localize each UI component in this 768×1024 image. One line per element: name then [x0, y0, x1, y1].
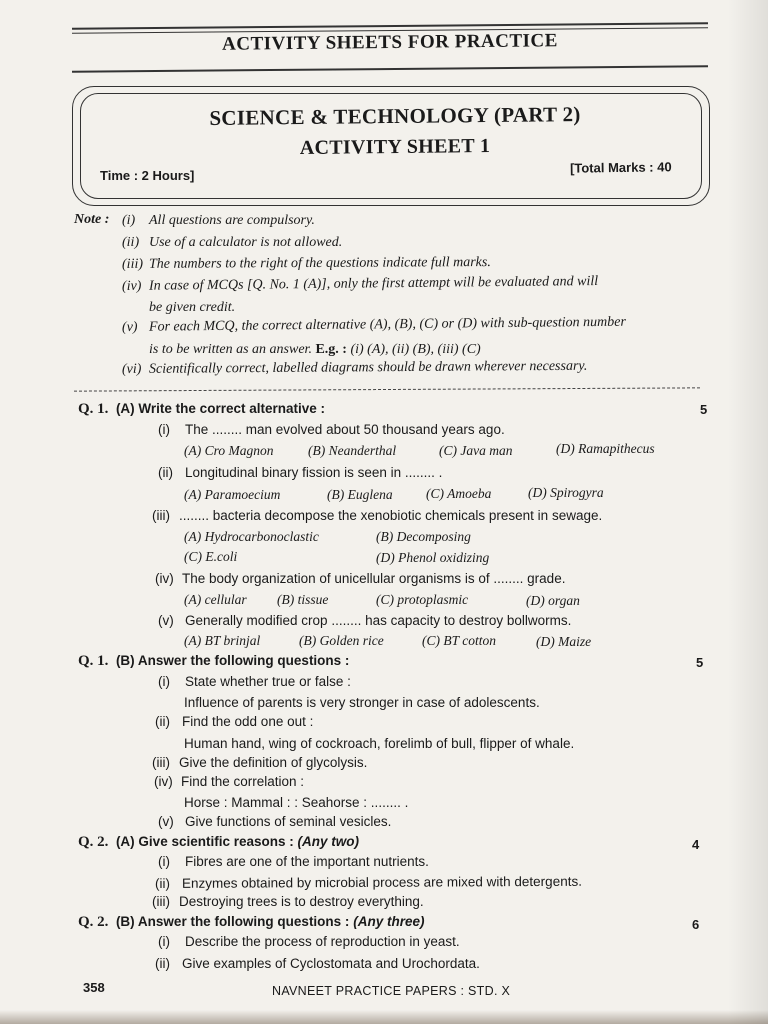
question-label: (A) Give scientific reasons : — [115, 834, 294, 849]
question-marks: 5 — [696, 655, 704, 670]
option: (D) Phenol oxidizing — [376, 550, 490, 565]
option: (D) organ — [526, 593, 580, 608]
question-number: Q. 2. — [78, 914, 109, 930]
note-text: The numbers to the right of the questions indicate full marks. — [148, 255, 491, 272]
item-text: Describe the process of reproduction in yeast. — [185, 934, 460, 949]
sheet-title: ACTIVITY SHEET 1 — [299, 135, 491, 159]
item-text: The ........ man evolved about 50 thousand years ago. — [185, 422, 505, 437]
question-item — [155, 714, 313, 729]
question-item — [155, 571, 565, 586]
question-marks: 5 — [700, 402, 708, 417]
question-item — [158, 814, 391, 829]
note-text: In case of MCQs [Q. No. 1 (A)], only the first attempt will be evaluated and will — [148, 274, 599, 294]
note-text: Scientifically correct, labelled diagrams should be drawn wherever necessary. — [148, 358, 588, 377]
note-text: For each MCQ, the correct alternative (A), (B), (C) or (D) with sub-question number — [148, 314, 626, 335]
total-marks-label: [Total Marks : 40 — [569, 159, 672, 176]
note-text: Use of a calculator is not allowed. — [149, 235, 343, 250]
question-item — [158, 422, 505, 437]
question-item — [152, 508, 602, 523]
option: (C) Amoeba — [426, 486, 492, 501]
item-text: Destroying trees is to destroy everything. — [179, 894, 424, 909]
question-item — [155, 956, 480, 971]
note-item — [122, 255, 491, 273]
item-text: Find the correlation : — [181, 774, 305, 789]
option: (A) Cro Magnon — [184, 443, 274, 458]
option: (A) BT brinjal — [184, 633, 261, 648]
question-marks: 4 — [692, 837, 700, 852]
page-title: ACTIVITY SHEETS FOR PRACTICE — [221, 30, 559, 55]
page-bottom-shadow — [0, 1010, 768, 1024]
page-number: 358 — [83, 980, 105, 995]
option: (B) Euglena — [327, 487, 393, 502]
note-text: (i) (A), (ii) (B), (iii) (C) — [350, 342, 481, 357]
question-item — [158, 613, 571, 628]
option: (B) Golden rice — [299, 633, 384, 648]
item-text: Find the odd one out : — [182, 714, 314, 729]
note-item — [149, 342, 481, 358]
question-number: Q. 1. — [78, 653, 109, 669]
item-num: (iii) — [152, 894, 170, 909]
question-number: Q. 2. — [78, 834, 109, 850]
item-subtext: Influence of parents is very stronger in case of adolescents. — [184, 695, 540, 710]
question-number: Q. 1. — [78, 401, 109, 417]
option: (A) Paramoecium — [184, 487, 281, 502]
question-item — [158, 465, 442, 480]
option: (C) Java man — [439, 443, 513, 458]
title-underline — [72, 65, 708, 72]
option: (B) Neanderthal — [308, 443, 397, 458]
note-item — [122, 213, 315, 229]
publication-name: NAVNEET PRACTICE PAPERS : STD. X — [272, 984, 511, 998]
item-num: (i) — [158, 674, 170, 689]
item-num: (ii) — [154, 875, 171, 891]
option: (D) Spirogyra — [528, 485, 604, 500]
item-text: Generally modified crop ........ has capacity to destroy bollworms. — [185, 613, 572, 628]
item-subtext: Human hand, wing of cockroach, forelimb of bull, flipper of whale. — [184, 736, 575, 751]
question-heading — [78, 914, 424, 931]
note-num: (vi) — [121, 361, 142, 377]
time-label: Time : 2 Hours] — [100, 168, 195, 183]
note-num: (iii) — [121, 256, 144, 272]
item-text: Fibres are one of the important nutrients. — [185, 854, 429, 869]
question-label: (B) Answer the following questions : — [115, 653, 350, 668]
page-edge-shadow — [728, 0, 768, 1024]
note-item — [149, 300, 235, 316]
note-text: is to be written as an answer. — [149, 342, 312, 357]
question-label: (A) Write the correct alternative : — [115, 401, 325, 416]
option: (B) tissue — [277, 592, 329, 607]
item-text: Longitudinal binary fission is seen in ........ . — [185, 465, 443, 480]
note-item — [122, 235, 342, 251]
section-divider — [74, 387, 700, 391]
note-num: (v) — [121, 319, 138, 335]
question-marks: 6 — [692, 917, 700, 932]
note-text: be given credit. — [149, 300, 236, 315]
note-item — [122, 359, 587, 378]
question-item — [154, 774, 304, 789]
note-item — [122, 274, 598, 295]
option: (C) protoplasmic — [376, 592, 469, 607]
question-heading — [78, 834, 359, 851]
option: (A) Hydrocarbonoclastic — [184, 529, 319, 544]
item-num: (i) — [158, 854, 170, 869]
option: (C) E.coli — [184, 549, 238, 564]
item-num: (ii) — [155, 956, 170, 971]
subject-title: SCIENCE & TECHNOLOGY (PART 2) — [209, 102, 581, 130]
question-item — [158, 934, 460, 949]
option: (D) Maize — [536, 634, 592, 649]
question-item — [158, 674, 351, 689]
item-text: The body organization of unicellular organisms is of ........ grade. — [182, 571, 566, 586]
question-heading — [78, 653, 349, 670]
question-heading — [78, 401, 325, 418]
note-item — [122, 315, 626, 336]
option: (B) Decomposing — [376, 529, 471, 544]
item-num: (iv) — [154, 774, 173, 789]
question-item — [158, 854, 429, 869]
option: (C) BT cotton — [422, 633, 496, 648]
note-eg: E.g. : — [315, 342, 347, 357]
item-num: (i) — [158, 934, 170, 949]
note-label: Note : — [74, 212, 110, 227]
item-num: (v) — [158, 814, 174, 829]
question-item — [152, 894, 424, 909]
option: (D) Ramapithecus — [556, 441, 655, 456]
note-num: (i) — [122, 213, 136, 228]
item-num: (ii) — [158, 465, 173, 480]
question-qualifier: (Any three) — [353, 914, 425, 929]
item-text: Give functions of seminal vesicles. — [185, 814, 392, 829]
item-num: (i) — [158, 422, 170, 437]
item-text: Give the definition of glycolysis. — [179, 755, 368, 770]
item-num: (iii) — [152, 508, 170, 523]
item-text: Enzymes obtained by microbial process are mixed with detergents. — [181, 873, 582, 891]
note-num: (ii) — [122, 235, 140, 250]
item-num: (iii) — [152, 755, 170, 770]
item-text: ........ bacteria decompose the xenobiotic chemicals present in sewage. — [179, 508, 603, 523]
item-num: (ii) — [155, 714, 170, 729]
question-qualifier: (Any two) — [297, 834, 360, 849]
question-item — [155, 874, 582, 891]
question-label: (B) Answer the following questions : — [115, 914, 350, 929]
item-text: Give examples of Cyclostomata and Urochordata. — [182, 956, 480, 971]
note-num: (iv) — [121, 278, 142, 294]
item-text: State whether true or false : — [185, 674, 351, 689]
item-num: (iv) — [155, 571, 174, 586]
item-subtext: Horse : Mammal : : Seahorse : ........ . — [184, 795, 409, 810]
item-num: (v) — [158, 613, 174, 628]
option: (A) cellular — [184, 592, 247, 607]
question-item — [152, 755, 367, 770]
note-text: All questions are compulsory. — [149, 213, 315, 228]
